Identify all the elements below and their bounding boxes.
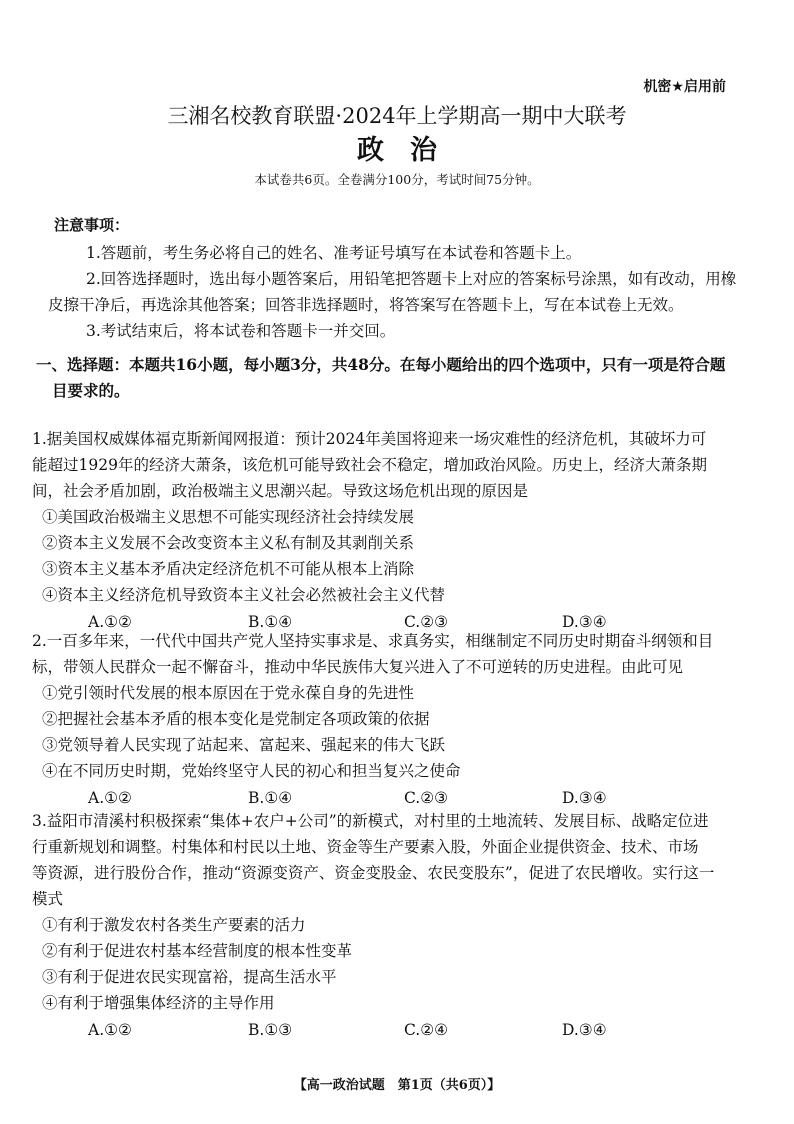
- notice-item: 皮擦干净后，再选涂其他答案；回答非选择题时，将答案写在答题卡上，写在本试卷上无效。: [48, 296, 684, 314]
- choice-c: C.②④: [404, 1021, 449, 1039]
- statement-option: ②资本主义发展不会改变资本主义私有制及其剥削关系: [42, 534, 415, 552]
- choice-c: C.②③: [404, 613, 449, 631]
- statement-option: ②有利于促进农村基本经营制度的根本性变革: [42, 942, 353, 960]
- choice-b: B.①③: [248, 1021, 293, 1039]
- statement-option: ④在不同历史时期，党始终坚守人民的初心和担当复兴之使命: [42, 762, 461, 780]
- question-stem: 模式: [32, 890, 64, 908]
- statement-option: ①有利于激发农村各类生产要素的活力: [42, 916, 306, 934]
- statement-option: ②把握社会基本矛盾的根本变化是党制定各项政策的依据: [42, 710, 430, 728]
- question-stem: 等资源，进行股份合作，推动“资源变资产、资金变股金、农民变股东”，促进了农民增收。实行这一: [32, 864, 715, 882]
- choice-b: B.①④: [248, 613, 293, 631]
- answer-choices: [32, 1016, 746, 1044]
- exam-title: 三湘名校教育联盟·2024年上学期高一期中大联考: [167, 104, 627, 128]
- choice-b: B.①④: [248, 789, 293, 807]
- statement-option: ①美国政治极端主义思想不可能实现经济社会持续发展: [42, 508, 415, 526]
- choice-a: A.①②: [88, 1021, 132, 1039]
- statement-option: ③有利于促进农民实现富裕，提高生活水平: [42, 968, 337, 986]
- question-stem: 行重新规划和调整。村集体和村民以土地、资金等生产要素入股，外面企业提供资金、技术、市场: [32, 838, 699, 856]
- question-stem: 能超过1929年的经济大萧条，该危机可能导致社会不稳定，增加政治风险。历史上，经济大萧条期: [32, 456, 707, 474]
- question-stem: 1.据美国权威媒体福克斯新闻网报道：预计2024年美国将迎来一场灾难性的经济危机，其破坏力可: [32, 430, 707, 448]
- exam-info: 本试卷共6页。全卷满分100分，考试时间75分钟。: [254, 172, 540, 187]
- question-stem: 3.益阳市清溪村积极探索“集体+农户+公司”的新模式，对村里的土地流转、发展目标、战略定位进: [32, 812, 709, 830]
- question-stem: 标，带领人民群众一起不懈奋斗，推动中华民族伟大复兴进入了不可逆转的历史进程。由此可见: [32, 658, 684, 676]
- notice-item: 1.答题前，考生务必将自己的姓名、准考证号填写在本试卷和答题卡上。: [86, 244, 582, 262]
- notice-list: [48, 240, 744, 344]
- page-footer: 【高一政治试题 第1页（共6页）】: [293, 1078, 501, 1093]
- section-heading-line: 目要求的。: [52, 381, 130, 400]
- statement-option: ④资本主义经济危机导致资本主义社会必然被社会主义代替: [42, 586, 446, 604]
- statement-option: ③党领导着人民实现了站起来、富起来、强起来的伟大飞跃: [42, 736, 446, 754]
- confidential-mark: 机密★启用前: [643, 79, 726, 95]
- statement-option: ④有利于增强集体经济的主导作用: [42, 994, 275, 1012]
- section-heading-line: 一、选择题：本题共16小题，每小题3分，共48分。在每小题给出的四个选项中，只有一项是符合题: [36, 355, 726, 374]
- choice-a: A.①②: [88, 613, 132, 631]
- notice-item: 3.考试结束后，将本试卷和答题卡一并交回。: [86, 322, 396, 340]
- notice-item: 2.回答选择题时，选出每小题答案后，用铅笔把答题卡上对应的答案标号涂黑，如有改动，用橡: [86, 270, 737, 288]
- choice-d: D.③④: [562, 1021, 607, 1039]
- statement-option: ③资本主义基本矛盾决定经济危机不可能从根本上消除: [42, 560, 415, 578]
- choice-c: C.②③: [404, 789, 449, 807]
- question-2: [32, 628, 746, 812]
- question-stem: 2.一百多年来，一代代中国共产党人坚持实事求是、求真务实，相继制定不同历史时期奋斗纲领和目: [32, 632, 714, 650]
- subject-title: 政治: [357, 135, 463, 166]
- question-1: [32, 426, 746, 636]
- section-heading: [36, 352, 744, 404]
- choice-d: D.③④: [562, 789, 607, 807]
- question-stem: 间，社会矛盾加剧，政治极端主义思潮兴起。导致这场危机出现的原因是: [32, 482, 529, 500]
- question-3: [32, 808, 746, 1044]
- notice-heading: 注意事项：: [54, 216, 130, 234]
- choice-d: D.③④: [562, 613, 607, 631]
- statement-option: ①党引领时代发展的根本原因在于党永葆自身的先进性: [42, 684, 415, 702]
- choice-a: A.①②: [88, 789, 132, 807]
